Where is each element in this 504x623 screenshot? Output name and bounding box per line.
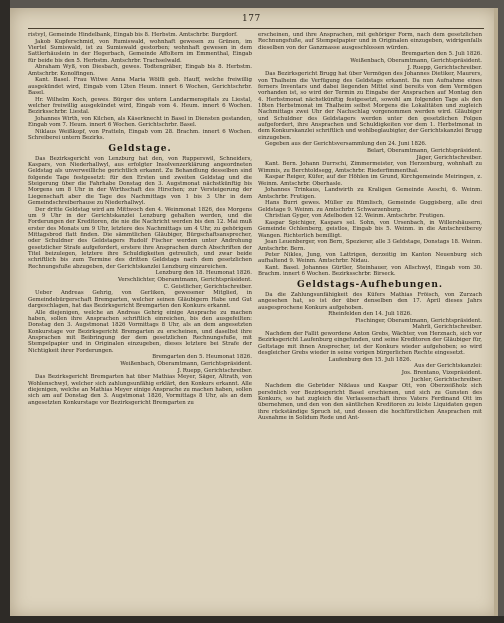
entry-paragraph: Der dritte Geldstag wird am Mittwoch den 4. Weinmonat 1826, des Morgens um 9 Uhr in der Gerichtskanzlei Lenzburg gehalten werden, und die Forderungen der Kreditoren, die nie die Nachricht werden bis den 12. Mai muß erster des Monats um 9 Uhr, letztere des Nachmittags um 4 Uhr, zu gehörigem Mittagsbrod flatt finden. Die sämmtlichen Gläubiger, Bürgschaftsansprecher, oder Schuldner des Geldstagers Rudolf Fischer werden unter Androhung gesetzlicher Strafe aufgefordert, erstere ihre Ansprachen durch Abschriften der Titel beizulegen, letztere ihre Schuldigkeiten getreulich, und zwar beide schriftlich bis zum Termine des dritten Geldstags nach dem gesetzlichen Rechnungsfuße abzugeben, der Gerichtskanzlei Lenzburg einzureichen. [28,206,252,270]
entry-paragraph: Fischinger, Oberamtmann, Gerichtspräsident. [355,317,482,324]
section-heading-geldstage: Geldstage. [108,143,172,154]
entry-paragraph: Kaspar Reiger, Küfer, auf der Höhlen im Grund, Kirchgemeinde Meiringen, z. Weinm. Amtschrbr. Oberhasle. [258,174,482,187]
entry-paragraph: Aus der Gerichtskanzlei: [414,363,482,370]
entry-paragraph: Jäger, Gerichtschreiber. [416,154,482,161]
entry-paragraph: Das Bezirksgericht Brugg hat über Vermögen des Johannes Dietiker, Maurers, von Thalheim die Verfügung des Geldstags erkannt. Da nun Aufnahme eines ferners Inventars und dabei liegenden Mittel sind bereits von dem Vermögen vorhanden ist, so wird der Termin zu Eingabe der Ansprachen auf Montag den 4. Herbstmonat nächstkünftig festgesetzt, sowohl am folgenden Tage als den 18ten Herbstmonat im Thalheim selbst Morgens die Lokalitäten und zugleich Nachmittags zwei Uhr der Nachschlag vorgenommen werden wird. Gläubiger und Schuldner des Geldstagers werden unter den gesetzlichen Folgen aufgefordert, ihre Ansprachen und Schuldigkeiten vor dem 1. Herbstmonat in dem Konkurskanzlei schriftlich und wohlbeglaubigter, der Gerichtskanzlei Brugg einzugeben. [258,71,482,141]
entry-paragraph: Weißenbach, Oberamtmann, Gerichtspräsident. [120,361,252,367]
entry-paragraph: Das Bezirksgericht von Lenzburg hat den, von Rupperswil, Schneiders, Kaspars, von Niederhallwyl, aus erfolgter Insolvenzerklärung angeordneten Geldstag als unverweilliche gerichtlich erkannt. Zu Behandlung desselben sind folgende Tage festgesetzt: für den Ersten und zweiten Geldstag und die Steigerung über die Fahrhabe Donstag den 3. Augstmonat nächstkünftig bis Morgens um 8 Uhr in der Wirthschaft des Hirschen; zur Versteigerung der Liegenschaft aber die Tage des Nachmittags von 1 bis 3 Uhr in dem Gemeindschreiberhause zu Niederhallwyl. [28,155,252,207]
entry-paragraph: Jos. Brentano, Vizepräsident. [401,370,482,377]
entry-paragraph: Niklaus Weißkopf, von Pratteln, Eingab vom 28. Brachm. innert 6 Wochen. Schreiberei untern Bezirks. [28,128,252,142]
left-geldstage-entries [28,156,252,406]
entry-paragraph: Kaspar Spichiger, Kaspars sel. Sohn, von Ursenbach, in Willershäusern, Gemeinde Ochlenberg, geistlos, Eingab bis 5. Weinm. in die Amtschreiberey Wangen. Richterlich bemilligt. [258,219,482,239]
entry-paragraph: Da die Zahlungsunfähigkeit des Küfers Mathias Fröisch, von Zurzach angesehen hat, so ist der über denselben den 17. April dieses Jahrs ausgesprochene Konkurs aufgehoben. [258,291,482,311]
entry-paragraph: Rheinfelden den 14. Juli 1826. [328,311,412,318]
entry-paragraph: Gegeben aus der Gerichtsversammlung den 24. Juni 1826. [265,141,427,148]
entry-paragraph: Nachdem die Gebrüder Niklaus und Kaspar Ott, von Oberzeißholz sich persönlich vor Bezirksgericht Basel erschienen, und sich zu Gunsten des Konkurs, so hat zugleich die Verlassenschaft ihres Vaters Ferdinand Ott im übernehmen, und den von den säntlichen Kreditoren zu leiste Liquidaten gegen ihre rückständige Spruch ist, und dessen die hochfürstlichen Ansprachen mit Ausnahme in Solidum Rede und Ant- [258,383,482,422]
entry-paragraph: Alle diejenigen, welche an Andreas Gehrig einige Ansprache zu machen haben, sollen ihre Ansprachen schriftlich einreichen, bis den ausgefeilten: Donstag den 3. Augstmonat 1826 Vormittags 8 Uhr, als an dem angesetzten Konkurstage vor Bezirksgericht Bremgarten zu erscheinen, und daselbst ihre Ansprachen mit Beibringung der dem gesetzlichen Rechnungsfuße, mit Stempelpapier und in Originalen einzugeben, dieses letztere bei Strafe der Nichtigkeit ihrer Forderungen. [28,309,252,354]
right-aufhebungen-entries [258,292,482,422]
section-heading-aufhebungen: Geldstags-Aufhebungen. [296,279,444,290]
entry-paragraph: Das Bezirksgericht Bremgarten hat über Mathias Meyer, Säger, Altrath, von Wohlenschwyl, welcher sich zahlungsunfähig erklärt, den Konkurs erkannt. Alle diejenigen, welche an Mathias Meyer einige Ansprache zu machen haben, sollen sich am auf Donstag den 3. Augstmonat 1826, Vormittags 8 Uhr, als an dem angesetzten Konkurstage vor Bezirksgericht Bremgarten zu [28,374,252,406]
entry-paragraph: Johannes Trinkaus, Landwirth zu Kraligen Gemeinde Aeschi, 6. Weinm. Amtschrbr. Frutigen. [258,187,482,200]
entry-paragraph: Belart, Oberamtmann, Gerichtspräsident. [366,147,482,154]
entry-paragraph: Juchler, Gerichtschreiber. [411,376,482,383]
scan-edge-bottom [0,616,504,623]
entry-paragraph: Kant. Basel. Johannes Gürtler, Steinhauer, von Allschwyl, Eingab vom 30. Brachm. innert 6 Wochen. Bezirksschrbr. Birseck. [258,265,482,278]
entry-paragraph: J. Ruepp, Gerichtschreiber. [407,64,482,71]
entry-paragraph: J. Ruepp, Gerichtschreiber. [177,367,252,374]
scan-edge-left [0,0,10,623]
right-entries [258,32,482,278]
entry-paragraph: Johannes Wirth, von Kilchen, als Käserknecht in Basel in Diensten gestanden, Eingab vom 7. Heum. innert 6 Wochen. Gerichtschrbr. Basel. [28,115,252,129]
left-column [28,32,252,614]
entry-paragraph: Ueber Andreas Gehrig, von Gerliken, gewesener Mitglied, in Gemeindebürgerschaft Bremgarten, welcher seinen Gläubigern Habe und Gut dargeschlagen, hat das Bezirksgericht Bremgarten den Konkurs erkannt. [28,290,252,310]
header-rule [28,28,484,29]
entry-paragraph: Jean Leuenberger, von Bern, Spezierer, alle 3 Geldstage, Donstags 18. Weinm. Amtschrbr. Bern. [258,239,482,252]
entry-paragraph: C. Geistlicher, Gerichtschreiber. [163,283,252,290]
book-page [10,8,498,618]
entry-paragraph: Kant. Bern. Johann Durrschi, Zimmermeister, von Herzenburg, wohnhaft zu Wimmis, zu Berchtoldsegg, Amtschrbr. Riederfimmenthal. [258,161,482,174]
entry-paragraph: ristvyl, Gemeinde Hindelbank, Eingab bis 8. Herbstm. Amtschrbr. Burgdorf. [28,32,238,38]
page-edge-right [494,8,498,618]
entry-paragraph: Nachdem der Fallit gewordene Anton Grebs, Wächter, von Herznach, sich vor Bezirksgericht Laufenburg eingefunden, und seine Kreditoren der Gläubiger für, Geltstage mit ihnen Ansprecher, ist der Konkurs wieder aufgehoben; so wird desgleicher Grebs wieder in seine vorigen bürgerlichen Rechte eingesetzt. [258,331,482,357]
entry-paragraph: Mahrli, Gerichtschreiber. [412,324,482,331]
page-number: 177 [242,14,261,24]
entry-paragraph: Verschlichter, Oberamtmann, Gerichtspräsident. [117,277,252,284]
entry-paragraph: Bremgarten den 5. Heumonat 1826. [152,354,252,361]
entry-paragraph: Christian Gyger, von Adelboden 12. Weinm. Amtschrbr. Frutigen. [265,213,445,220]
entry-paragraph: Weißenbach, Oberamtmann, Gerichtspräsident. [350,57,482,64]
entry-paragraph: erscheinen, und ihre Ansprachen, mit gehöriger Form, nach dem gesetzlichen Rechnungsfuße, auf Stempelpapier und in Originalen einzugeben, widrigenfalls dieselben von der Ganzmasse ausgeschlossen würden. [258,32,482,51]
entry-paragraph: Hr. Wilhelm Koch, gewes. Bürger des untern Landarmenspitals zu Liestal, welcher freiwillig ausgekündet wird, Eingab vom 4. Heum. innert 6 Wochen. Bezirksschrbr. Liestal. [28,96,252,116]
entry-paragraph: Kant. Basel. Frau Witwe Anna Maria Wölfli geb. Hauff, welche freiwillig ausgekündet wird, Eingab vom 12ten Heum. innert 6 Wochen, Gerichtschrbr. Basel. [28,77,252,96]
entry-paragraph: Bremgarten den 5. Juli 1826. [401,51,482,58]
left-entries [28,32,252,142]
entry-paragraph: Peter Nikles, Jung, von Lattrigen, derzeitig im Kanton Neuenburg sich aufhaltend 9. Weinm. Amtschrbr. Nidau. [258,252,482,265]
entry-paragraph: Laufenburg den 15. Juli 1826. [328,356,412,363]
entry-paragraph: Jakob Kupferschmid, von Rumiswald, wohnhaft gewesen zu Grünen, im Viertel Sumiswald, ist zu Sumiswald gestorben; wohnhaft gewesen in dem Sattlerhäuslein in der Hegerbach, Gemeinde Affoltern im Emmenthal, Eingab für beide bis den 5. Herbstm. Amtschrbr. Trachselwald. [28,38,252,64]
right-column [258,32,482,614]
entry-paragraph: Lenzburg den 18. Heumonat 1826. [155,270,252,277]
entry-paragraph: Abraham Wyß, von Diesbach, gewes. Todtengräber, Eingab bis 8. Herbstm. Amtschrbr. Konolfingen. [28,64,252,77]
entry-paragraph: Hans Burri gewes. Müller zu Rümlisch, Gemeinde Guggisberg, alle drei Geldstage 9. Weinm. zu Amtschrbr. Schwarzenburg. [258,200,482,213]
